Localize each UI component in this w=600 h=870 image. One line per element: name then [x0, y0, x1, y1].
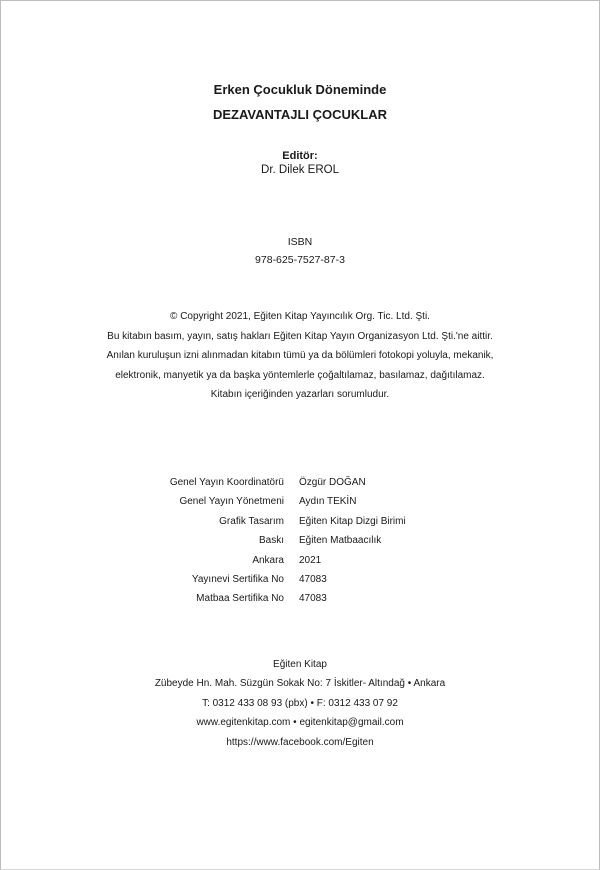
credit-row — [0, 496, 600, 515]
credit-label: Grafik Tasarım — [219, 515, 284, 527]
copyright-line: Kitabın içeriğinden yazarları sorumludur. — [210, 389, 390, 400]
credit-row — [0, 535, 600, 554]
credit-label: Baskı — [258, 535, 284, 547]
credit-label: Yayınevi Sertifika No — [191, 573, 284, 585]
copyright-line: Anılan kuruluşun izni alınmadan kitabın tümü ya da bölümleri fotokopi yoluyla, mekanik, — [106, 350, 494, 361]
credit-value: 47083 — [299, 593, 327, 605]
copyright-line: elektronik, manyetik ya da başka yöntemlerle çoğaltılamaz, basılamaz, dağıtılamaz. — [115, 369, 485, 381]
copyright-line: © Copyright 2021, Eğiten Kitap Yayıncılık Org. Tic. Ltd. Şti. — [170, 311, 430, 322]
isbn-number: 978-625-7527-87-3 — [255, 254, 345, 266]
isbn-label: ISBN — [287, 236, 313, 248]
credit-label: Matbaa Sertifika No — [196, 593, 284, 605]
credit-value: Eğiten Matbaacılık — [299, 535, 382, 547]
book-title: DEZAVANTAJLI ÇOCUKLAR — [212, 107, 388, 122]
book-subtitle: Erken Çocukluk Döneminde — [213, 82, 387, 97]
credit-value: Aydın TEKİN — [299, 496, 357, 508]
credits-table — [0, 477, 600, 613]
credit-row — [0, 555, 600, 574]
credit-row — [0, 593, 600, 612]
publisher-facebook: https://www.facebook.com/Egiten — [226, 736, 374, 748]
credit-label: Genel Yayın Yönetmeni — [179, 496, 284, 508]
publisher-phone: T: 0312 433 08 93 (pbx) • F: 0312 433 07 92 — [202, 697, 398, 709]
credit-value: 47083 — [299, 573, 327, 585]
editor-label: Editör: — [282, 150, 318, 162]
copyright-line: Bu kitabın basım, yayın, satış hakları Eğiten Kitap Yayın Organizasyon Ltd. Şti.'ne aittir. — [107, 330, 493, 342]
publisher-web-email: www.egitenkitap.com • egitenkitap@gmail.com — [196, 717, 404, 729]
publisher-name: Eğiten Kitap — [273, 659, 327, 670]
credit-row — [0, 477, 600, 496]
editor-name: Dr. Dilek EROL — [261, 164, 339, 176]
credit-label: Ankara — [252, 554, 284, 566]
publisher-info — [0, 655, 600, 752]
credit-value: Eğiten Kitap Dizgi Birimi — [299, 515, 406, 527]
credit-label: Genel Yayın Koordinatörü — [169, 477, 284, 488]
publisher-address: Zübeyde Hn. Mah. Süzgün Sokak No: 7 İskitler- Altındağ • Ankara — [154, 678, 446, 690]
credit-value: 2021 — [299, 554, 322, 566]
credit-row — [0, 516, 600, 535]
credit-row — [0, 574, 600, 593]
copyright-notice — [0, 307, 600, 405]
credit-value: Özgür DOĞAN — [299, 477, 366, 488]
